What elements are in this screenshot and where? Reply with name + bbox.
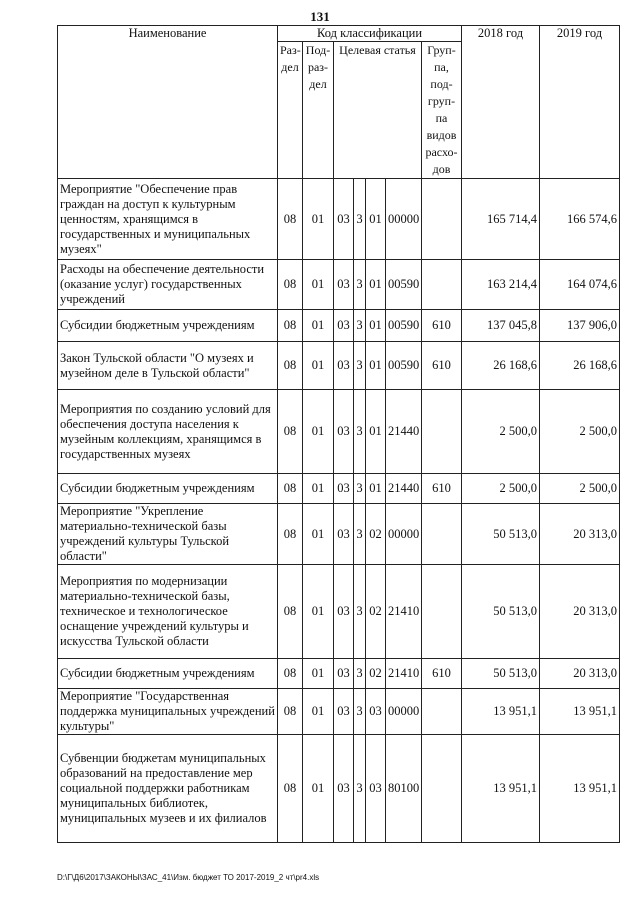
row-target-event: 03 — [366, 735, 386, 843]
row-subsection: 01 — [303, 260, 334, 310]
table-row — [58, 504, 620, 565]
row-expense-group — [422, 689, 462, 735]
row-expense-group — [422, 735, 462, 843]
row-expense-group: 610 — [422, 342, 462, 390]
row-target-type: 3 — [354, 260, 366, 310]
row-expense-group — [422, 390, 462, 474]
row-target-direction: 00590 — [386, 310, 422, 342]
row-amount-2019: 20 313,0 — [540, 659, 620, 689]
row-name: Расходы на обеспечение деятельности (оказание услуг) государственных учреждений — [58, 260, 278, 310]
budget-table — [57, 25, 620, 843]
row-target-type: 3 — [354, 474, 366, 504]
row-target-type: 3 — [354, 565, 366, 659]
row-expense-group — [422, 179, 462, 260]
table-row — [58, 735, 620, 843]
table-row — [58, 179, 620, 260]
row-target-program: 03 — [334, 179, 354, 260]
row-target-program: 03 — [334, 735, 354, 843]
header-target: Целевая статья — [334, 42, 422, 179]
row-amount-2018: 165 714,4 — [462, 179, 540, 260]
row-target-event: 02 — [366, 659, 386, 689]
row-amount-2018: 163 214,4 — [462, 260, 540, 310]
row-target-type: 3 — [354, 659, 366, 689]
row-expense-group: 610 — [422, 310, 462, 342]
row-subsection: 01 — [303, 342, 334, 390]
header-section: Раз-дел — [278, 42, 303, 179]
row-expense-group: 610 — [422, 474, 462, 504]
row-target-program: 03 — [334, 390, 354, 474]
row-amount-2019: 2 500,0 — [540, 390, 620, 474]
row-section: 08 — [278, 659, 303, 689]
row-amount-2018: 50 513,0 — [462, 659, 540, 689]
header-subsection: Под-раз-дел — [303, 42, 334, 179]
row-target-direction: 00000 — [386, 689, 422, 735]
row-target-direction: 21410 — [386, 659, 422, 689]
row-target-type: 3 — [354, 179, 366, 260]
row-section: 08 — [278, 735, 303, 843]
page-number: 131 — [310, 9, 330, 24]
row-section: 08 — [278, 179, 303, 260]
row-target-direction: 00000 — [386, 504, 422, 565]
header-2018: 2018 год — [462, 26, 540, 179]
row-target-direction: 00000 — [386, 179, 422, 260]
row-expense-group — [422, 260, 462, 310]
row-target-program: 03 — [334, 474, 354, 504]
row-amount-2019: 20 313,0 — [540, 504, 620, 565]
row-amount-2019: 13 951,1 — [540, 735, 620, 843]
row-amount-2019: 26 168,6 — [540, 342, 620, 390]
row-name: Закон Тульской области "О музеях и музейном деле в Тульской области" — [58, 342, 278, 390]
row-target-type: 3 — [354, 735, 366, 843]
row-subsection: 01 — [303, 735, 334, 843]
row-section: 08 — [278, 565, 303, 659]
row-target-direction: 21440 — [386, 390, 422, 474]
row-section: 08 — [278, 504, 303, 565]
file-path-footer: D:\Г\Д6\2017\ЗАКОНЫ\ЗАС_41\Изм. бюджет ТО 2017-2019_2 чт\pr4.xls — [57, 873, 320, 882]
row-amount-2018: 13 951,1 — [462, 735, 540, 843]
row-amount-2018: 50 513,0 — [462, 565, 540, 659]
header-2019: 2019 год — [540, 26, 620, 179]
table-row — [58, 689, 620, 735]
row-target-direction: 00590 — [386, 342, 422, 390]
row-subsection: 01 — [303, 659, 334, 689]
row-section: 08 — [278, 342, 303, 390]
table-row — [58, 310, 620, 342]
row-section: 08 — [278, 260, 303, 310]
row-target-event: 03 — [366, 689, 386, 735]
row-amount-2018: 2 500,0 — [462, 390, 540, 474]
header-name: Наименование — [58, 26, 278, 179]
row-subsection: 01 — [303, 689, 334, 735]
row-amount-2019: 20 313,0 — [540, 565, 620, 659]
row-target-program: 03 — [334, 504, 354, 565]
row-amount-2019: 2 500,0 — [540, 474, 620, 504]
row-target-event: 02 — [366, 565, 386, 659]
row-target-type: 3 — [354, 504, 366, 565]
row-name: Мероприятие "Обеспечение прав граждан на доступ к культурным ценностям, хранящимся в государственных и муниципальных музеях" — [58, 179, 278, 260]
row-subsection: 01 — [303, 474, 334, 504]
row-target-direction: 00590 — [386, 260, 422, 310]
row-section: 08 — [278, 310, 303, 342]
row-target-program: 03 — [334, 689, 354, 735]
row-target-event: 02 — [366, 504, 386, 565]
row-target-program: 03 — [334, 342, 354, 390]
row-name: Субсидии бюджетным учреждениям — [58, 474, 278, 504]
row-target-program: 03 — [334, 260, 354, 310]
row-name: Мероприятие "Укрепление материально-технической базы учреждений культуры Тульской области" — [58, 504, 278, 565]
row-subsection: 01 — [303, 310, 334, 342]
row-amount-2019: 164 074,6 — [540, 260, 620, 310]
row-subsection: 01 — [303, 179, 334, 260]
row-amount-2018: 137 045,8 — [462, 310, 540, 342]
row-subsection: 01 — [303, 390, 334, 474]
table-row — [58, 474, 620, 504]
row-subsection: 01 — [303, 504, 334, 565]
row-target-event: 01 — [366, 260, 386, 310]
row-amount-2019: 166 574,6 — [540, 179, 620, 260]
row-target-program: 03 — [334, 565, 354, 659]
row-target-type: 3 — [354, 310, 366, 342]
row-target-event: 01 — [366, 474, 386, 504]
row-target-event: 01 — [366, 310, 386, 342]
row-target-direction: 80100 — [386, 735, 422, 843]
row-name: Субсидии бюджетным учреждениям — [58, 310, 278, 342]
row-expense-group — [422, 565, 462, 659]
table-row — [58, 659, 620, 689]
row-target-type: 3 — [354, 689, 366, 735]
table-row — [58, 390, 620, 474]
row-target-event: 01 — [366, 390, 386, 474]
table-row — [58, 565, 620, 659]
row-section: 08 — [278, 390, 303, 474]
row-target-direction: 21410 — [386, 565, 422, 659]
row-section: 08 — [278, 474, 303, 504]
row-name: Субвенции бюджетам муниципальных образований на предоставление мер социальной поддержки работникам муниципальных библиотек, муниципальных музеев и их филиалов — [58, 735, 278, 843]
row-expense-group: 610 — [422, 659, 462, 689]
row-name: Мероприятия по созданию условий для обеспечения доступа населения к музейным коллекциям, хранящимся в государственных музеях — [58, 390, 278, 474]
row-subsection: 01 — [303, 565, 334, 659]
row-amount-2018: 2 500,0 — [462, 474, 540, 504]
table-row — [58, 342, 620, 390]
row-target-program: 03 — [334, 310, 354, 342]
row-target-event: 01 — [366, 179, 386, 260]
row-target-event: 01 — [366, 342, 386, 390]
row-target-type: 3 — [354, 390, 366, 474]
row-name: Субсидии бюджетным учреждениям — [58, 659, 278, 689]
row-amount-2019: 13 951,1 — [540, 689, 620, 735]
row-target-program: 03 — [334, 659, 354, 689]
header-code: Код классификации — [278, 26, 462, 42]
row-name: Мероприятие "Государственная поддержка муниципальных учреждений культуры" — [58, 689, 278, 735]
row-amount-2018: 13 951,1 — [462, 689, 540, 735]
row-name: Мероприятия по модернизации материально-технической базы, техническое и технологическое оснащение учреждений культуры и искусства Тульской области — [58, 565, 278, 659]
row-expense-group — [422, 504, 462, 565]
row-target-direction: 21440 — [386, 474, 422, 504]
table-row — [58, 260, 620, 310]
row-amount-2018: 50 513,0 — [462, 504, 540, 565]
row-amount-2019: 137 906,0 — [540, 310, 620, 342]
row-section: 08 — [278, 689, 303, 735]
header-group: Груп-па, под-груп-па видов расхо-дов — [422, 42, 462, 179]
row-target-type: 3 — [354, 342, 366, 390]
row-amount-2018: 26 168,6 — [462, 342, 540, 390]
